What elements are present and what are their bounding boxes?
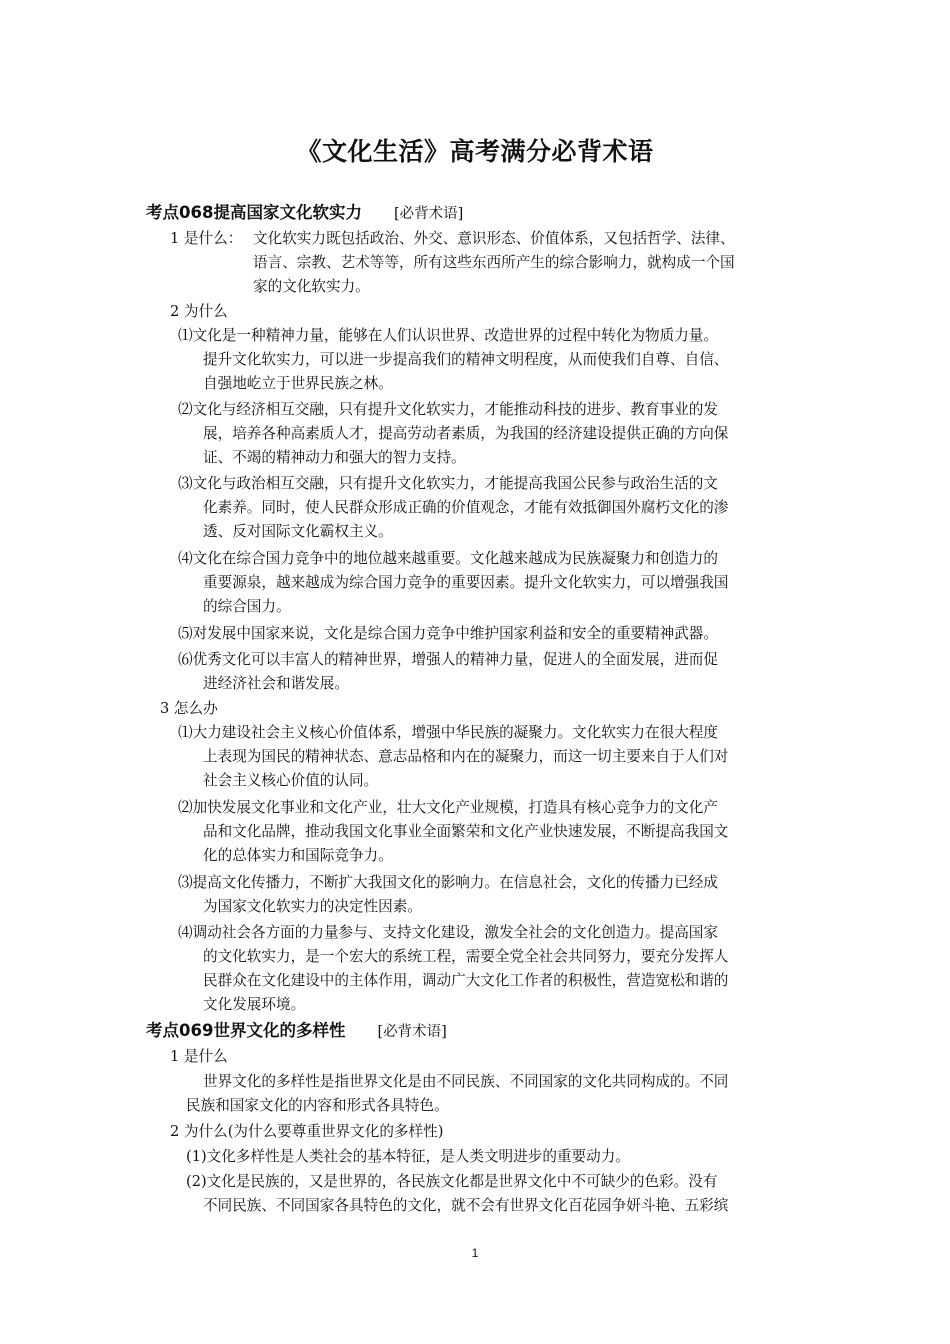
list-item-line: 文化发展环境。 <box>203 996 306 1013</box>
list-item-first-line: ⑷文化在综合国力竞争中的地位越来越重要。文化越来越成为民族凝聚力和创造力的 <box>178 550 718 567</box>
list-item-line: 上表现为国民的精神状态、意志品格和内在的凝聚力，而这一切主要来自于人们对 <box>203 748 729 765</box>
section-tag: [必背术语] <box>377 1024 447 1040</box>
what-label: 1 是什么 <box>170 1048 228 1065</box>
list-item-line: 社会主义核心价值的认同。 <box>203 772 379 789</box>
what-line: 民族和国家文化的内容和形式各具特色。 <box>186 1097 449 1114</box>
list-item-first-line: (2)文化是民族的，又是世界的，各民族文化都是世界文化中不可缺少的色彩。没有 <box>186 1173 718 1190</box>
list-item-first-line: ⑷调动社会各方面的力量参与、支持文化建设，激发全社会的文化创造力。提高国家 <box>178 924 718 941</box>
list-item-first-line: ⑶文化与政治相互交融，只有提升文化软实力，才能提高我国公民参与政治生活的文 <box>178 475 718 492</box>
list-item-first-line: ⑹优秀文化可以丰富人的精神世界，增强人的精神力量，促进人的全面发展，进而促 <box>178 651 718 668</box>
list-item-line: 民群众在文化建设中的主体作用，调动广大文化工作者的积极性，营造宽松和谐的 <box>203 972 729 989</box>
list-item-line: 进经济社会和谐发展。 <box>203 675 349 692</box>
list-item-line: 的文化软实力，是一个宏大的系统工程，需要全党全社会共同努力，要充分发挥人 <box>203 948 729 965</box>
what-line: 世界文化的多样性是指世界文化是由不同民族、不同国家的文化共同构成的。不同 <box>203 1073 729 1090</box>
section-heading-068 <box>146 201 463 226</box>
page-title: 《文化生活》高考满分必背术语 <box>296 137 654 166</box>
list-item-line: 展，培养各种高素质人才，提高劳动者素质，为我国的经济建设提供正确的方向保 <box>203 425 729 442</box>
list-item-first-line: ⑵加快发展文化事业和文化产业，壮大文化产业规模，打造具有核心竞争力的文化产 <box>178 799 718 816</box>
list-item-first-line: ⑴文化是一种精神力量，能够在人们认识世界、改造世界的过程中转化为物质力量。 <box>178 327 718 344</box>
list-item-line: 不同民族、不同国家各具特色的文化，就不会有世界文化百花园争妍斗艳、五彩缤 <box>203 1197 729 1214</box>
section-heading-069 <box>146 1019 447 1044</box>
what-line: 文化软实力既包括政治、外交、意识形态、价值体系，又包括哲学、法律、 <box>253 230 735 247</box>
list-item-first-line: ⑴大力建设社会主义核心价值体系，增强中华民族的凝聚力。文化软实力在很大程度 <box>178 724 718 741</box>
list-item-first-line: (1)文化多样性是人类社会的基本特征，是人类文明进步的重要动力。 <box>186 1148 630 1165</box>
page-number: 1 <box>471 1246 479 1260</box>
what-line: 语言、宗教、艺术等等，所有这些东西所产生的综合影响力，就构成一个国 <box>253 254 735 271</box>
list-item-line: 为国家文化软实力的决定性因素。 <box>203 898 422 915</box>
why-label: 2 为什么 <box>170 303 228 320</box>
list-item-line: 自强地屹立于世界民族之林。 <box>203 375 393 392</box>
list-item-line: 透、反对国际文化霸权主义。 <box>203 523 393 540</box>
what-label: 1 是什么： <box>170 230 243 247</box>
what-line: 家的文化软实力。 <box>253 278 370 295</box>
section-heading-text: 考点068提高国家文化软实力 <box>146 203 362 222</box>
list-item-line: 提升文化软实力，可以进一步提高我们的精神文明程度，从而使我们自尊、自信、 <box>203 351 729 368</box>
why-label: 2 为什么(为什么要尊重世界文化的多样性) <box>170 1123 444 1140</box>
section-heading-text: 考点069世界文化的多样性 <box>146 1021 346 1040</box>
list-item-line: 的综合国力。 <box>203 598 291 615</box>
list-item-line: 化的总体实力和国际竞争力。 <box>203 847 393 864</box>
list-item-line: 化素养。同时，使人民群众形成正确的价值观念，才能有效抵御国外腐朽文化的渗 <box>203 499 729 516</box>
list-item-line: 证、不竭的精神动力和强大的智力支持。 <box>203 449 466 466</box>
how-label: 3 怎么办 <box>160 700 218 717</box>
section-tag: [必背术语] <box>393 206 464 222</box>
list-item-first-line: ⑶提高文化传播力，不断扩大我国文化的影响力。在信息社会，文化的传播力已经成 <box>178 874 718 891</box>
list-item-first-line: ⑸对发展中国家来说，文化是综合国力竞争中维护国家利益和安全的重要精神武器。 <box>178 625 718 642</box>
list-item-line: 品和文化品牌，推动我国文化事业全面繁荣和文化产业快速发展，不断提高我国文 <box>203 823 729 840</box>
list-item-line: 重要源泉，越来越成为综合国力竞争的重要因素。提升文化软实力，可以增强我国 <box>203 574 729 591</box>
list-item-first-line: ⑵文化与经济相互交融，只有提升文化软实力，才能推动科技的进步、教育事业的发 <box>178 401 718 418</box>
